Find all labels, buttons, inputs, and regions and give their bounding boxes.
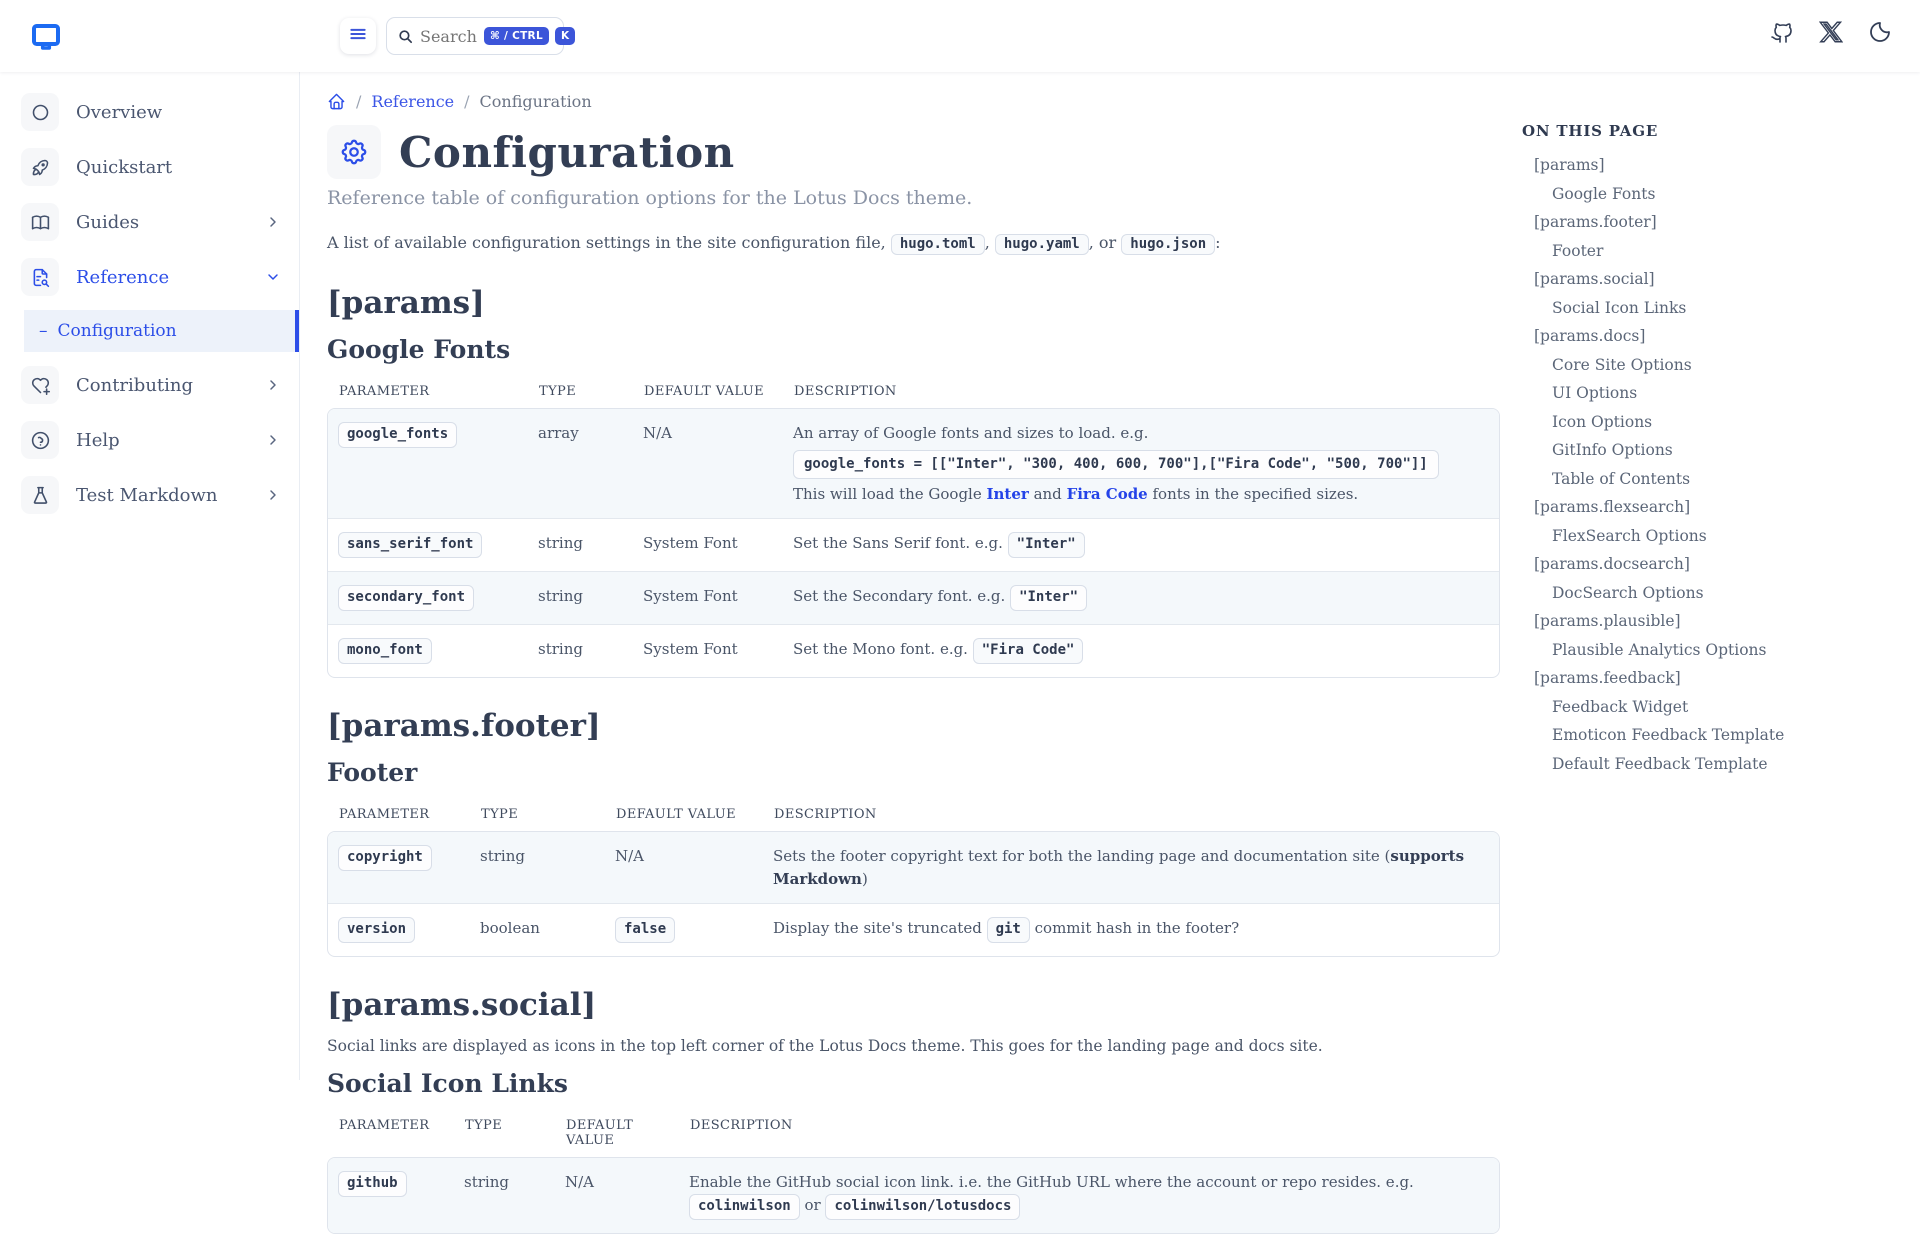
sidebar-toggle-button[interactable]	[340, 18, 376, 54]
text-segment: )	[861, 869, 868, 888]
toc-item-paramsfeedback[interactable]: [params.feedback]	[1534, 669, 1681, 687]
section-params-social	[327, 987, 1500, 1234]
text-segment: System Font	[643, 640, 738, 658]
table-body	[327, 408, 1500, 678]
text-segment: This will load the Google	[793, 484, 987, 503]
table-row	[328, 519, 1499, 572]
sidebar-item-reference[interactable]	[21, 255, 287, 299]
sidebar-item-help[interactable]	[21, 418, 287, 462]
book-icon	[21, 203, 59, 241]
breadcrumb-separator: /	[356, 92, 362, 111]
inline-code: colinwilson/lotusdocs	[825, 1194, 1020, 1220]
parameter-chip: copyright	[338, 845, 432, 871]
breadcrumb-current: Configuration	[479, 92, 592, 111]
description-cell	[783, 409, 1499, 518]
chevron-right-icon	[265, 214, 281, 230]
description-cell	[679, 1158, 1499, 1233]
search-input[interactable]	[420, 27, 478, 46]
top-navbar	[0, 0, 1920, 72]
chevron-right-icon	[265, 377, 281, 393]
inline-code: "Inter"	[1008, 532, 1085, 558]
kbd-shortcut-combo: ⌘ / CTRL	[484, 27, 549, 45]
parameter-cell	[328, 409, 528, 518]
section-params	[327, 285, 1500, 678]
toc-item-paramsfooter[interactable]: [params.footer]	[1534, 213, 1657, 231]
default-value-cell	[633, 625, 783, 677]
sidebar-subitem-label: Configuration	[57, 321, 177, 341]
section-params-footer	[327, 708, 1500, 957]
type-cell: string	[480, 847, 525, 865]
table-column-header: DEFAULT VALUE	[616, 807, 736, 822]
toc-title: ON THIS PAGE	[1522, 122, 1659, 140]
sidebar-item-label: Quickstart	[76, 156, 173, 178]
table-row	[328, 904, 1499, 956]
sidebar-item-label: Test Markdown	[76, 484, 218, 506]
text-segment: fonts in the specified sizes.	[1147, 484, 1359, 503]
subitem-dash: –	[39, 321, 48, 341]
default-value-cell	[633, 572, 783, 624]
heart-plus-icon	[21, 366, 59, 404]
file-search-icon	[21, 258, 59, 296]
table-column-header: PARAMETER	[339, 384, 430, 399]
on-this-page-toc	[1522, 72, 1902, 785]
chevron-right-icon	[265, 432, 281, 448]
help-icon	[21, 421, 59, 459]
x-twitter-icon[interactable]	[1819, 20, 1843, 44]
github-icon[interactable]	[1770, 20, 1794, 44]
toc-item-emoticon-feedback-template[interactable]: Emoticon Feedback Template	[1552, 726, 1785, 744]
toc-item-paramsdocsearch[interactable]: [params.docsearch]	[1534, 555, 1690, 573]
text-segment: N/A	[643, 424, 673, 442]
table-body	[327, 1157, 1500, 1234]
text-segment: Set the Mono font. e.g.	[793, 640, 973, 658]
parameter-cell	[328, 904, 470, 956]
parameter-cell	[328, 572, 528, 624]
table-body	[327, 831, 1500, 957]
home-icon[interactable]	[327, 92, 346, 111]
bold-text: supports Markdown	[773, 847, 1465, 888]
parameter-cell	[328, 1158, 454, 1233]
text-segment: System Font	[643, 534, 738, 552]
default-value-cell	[555, 1158, 679, 1233]
sidebar-item-quickstart[interactable]	[21, 145, 287, 189]
toc-item-social-icon-links[interactable]: Social Icon Links	[1552, 298, 1687, 317]
table-row	[328, 1158, 1499, 1233]
section-heading-params-footer: [params.footer]	[327, 708, 601, 744]
sidebar-item-test-markdown[interactable]	[21, 473, 287, 517]
inline-link[interactable]: Inter	[986, 484, 1029, 503]
breadcrumb-link-reference[interactable]: Reference	[371, 92, 455, 111]
toc-item-table-of-contents[interactable]: Table of Contents	[1552, 469, 1691, 488]
type-cell: boolean	[480, 919, 540, 937]
subsection-heading-footer: Footer	[327, 758, 418, 787]
toc-item-paramssocial[interactable]: [params.social]	[1534, 270, 1655, 288]
table-column-header: DEFAULT VALUE	[644, 384, 764, 399]
parameter-chip: github	[338, 1171, 407, 1197]
default-value-cell	[633, 409, 783, 518]
text-segment: Display the site's truncated	[773, 919, 987, 937]
table-column-header: DESCRIPTION	[774, 807, 877, 822]
text-segment: Sets the footer copyright text for both the landing page and documentation site (	[773, 847, 1391, 865]
section-heading-params-social: [params.social]	[327, 987, 597, 1023]
text-segment: N/A	[565, 1173, 595, 1191]
toc-item-paramsflexsearch[interactable]: [params.flexsearch]	[1534, 498, 1691, 516]
toc-item-icon-options[interactable]: Icon Options	[1552, 412, 1653, 431]
parameter-chip: secondary_font	[338, 585, 474, 611]
toc-item-paramsdocs[interactable]: [params.docs]	[1534, 327, 1646, 345]
parameter-cell	[328, 519, 528, 571]
table-column-header: DESCRIPTION	[794, 384, 897, 399]
table-column-header: PARAMETER	[339, 1118, 430, 1133]
breadcrumb	[327, 92, 1500, 111]
section-heading-params: [params]	[327, 285, 485, 321]
parameter-chip: sans_serif_font	[338, 532, 482, 558]
text-segment: A list of available configuration settings in the site configuration file,	[327, 233, 891, 252]
type-cell: string	[538, 587, 583, 605]
hamburger-menu-icon	[348, 24, 368, 48]
table-row	[328, 572, 1499, 625]
sidebar-item-overview[interactable]	[21, 90, 287, 134]
search-icon	[397, 28, 414, 45]
chevron-right-icon	[265, 487, 281, 503]
toc-item-core-site-options[interactable]: Core Site Options	[1552, 355, 1692, 374]
table-column-header: DEFAULT VALUE	[566, 1118, 634, 1148]
footer-table	[327, 799, 1500, 957]
dark-mode-moon-icon[interactable]	[1868, 20, 1892, 44]
type-cell: string	[464, 1173, 509, 1191]
table-row	[328, 832, 1499, 904]
description-cell	[783, 572, 1499, 624]
text-segment: Enable the GitHub social icon link. i.e. the GitHub URL where the account or repo resides. e.g.	[689, 1173, 1414, 1191]
parameter-cell	[328, 625, 528, 677]
inline-code-block: google_fonts = [["Inter", "300, 400, 600, 700"],["Fira Code", "500, 700"]]	[793, 450, 1439, 479]
page-title: Configuration	[399, 127, 735, 177]
sidebar-item-guides[interactable]	[21, 200, 287, 244]
social-section-description: Social links are displayed as icons in the top left corner of the Lotus Docs theme. This goes for the landing page and docs site.	[327, 1037, 1323, 1055]
toc-item-flexsearch-options[interactable]: FlexSearch Options	[1552, 526, 1707, 545]
inline-code: "Fira Code"	[973, 638, 1084, 664]
sidebar-item-label: Reference	[76, 266, 170, 288]
toc-item-google-fonts[interactable]: Google Fonts	[1552, 184, 1656, 203]
default-value-cell	[605, 832, 763, 903]
table-row	[328, 625, 1499, 677]
gear-icon	[327, 125, 381, 179]
intro-paragraph	[327, 233, 1500, 255]
description-cell	[783, 519, 1499, 571]
subsection-heading-google-fonts: Google Fonts	[327, 335, 511, 364]
table-column-header: TYPE	[481, 807, 519, 822]
kbd-shortcut-k: K	[555, 27, 575, 45]
text-segment: , or	[1088, 233, 1122, 252]
text-segment: N/A	[615, 847, 645, 865]
parameter-chip: version	[338, 917, 415, 943]
type-cell: string	[538, 534, 583, 552]
default-value-cell	[605, 904, 763, 956]
text-segment: System Font	[643, 587, 738, 605]
table-column-header: PARAMETER	[339, 807, 430, 822]
inline-code: "Inter"	[1010, 585, 1087, 611]
toc-item-gitinfo-options[interactable]: GitInfo Options	[1552, 441, 1673, 459]
text-segment: Set the Sans Serif font. e.g.	[793, 534, 1008, 552]
text-segment: or	[799, 1195, 826, 1214]
social-table	[327, 1110, 1500, 1234]
page-lead: Reference table of configuration options for the Lotus Docs theme.	[327, 187, 973, 209]
table-column-header: DESCRIPTION	[690, 1118, 793, 1133]
type-cell: array	[538, 424, 579, 442]
inline-code: git	[987, 917, 1030, 943]
table-column-header: TYPE	[465, 1118, 503, 1133]
chevron-down-icon	[265, 269, 281, 285]
inline-code: hugo.json	[1121, 234, 1215, 255]
google-fonts-table	[327, 376, 1500, 678]
parameter-chip: mono_font	[338, 638, 432, 664]
toc-item-docsearch-options[interactable]: DocSearch Options	[1552, 583, 1704, 602]
description-cell	[763, 832, 1499, 903]
toc-item-default-feedback-template[interactable]: Default Feedback Template	[1552, 754, 1768, 773]
table-column-header: TYPE	[539, 384, 577, 399]
toc-item-feedback-widget[interactable]: Feedback Widget	[1552, 697, 1689, 716]
inline-link[interactable]: Fira Code	[1066, 484, 1148, 503]
sidebar-item-label: Help	[76, 429, 120, 451]
inline-code: hugo.yaml	[995, 234, 1089, 255]
description-cell	[763, 904, 1499, 956]
sidebar-item-label: Guides	[76, 211, 140, 233]
text-segment: Set the Secondary font. e.g.	[793, 587, 1011, 605]
toc-item-ui-options[interactable]: UI Options	[1552, 384, 1638, 402]
sidebar-item-contributing[interactable]	[21, 363, 287, 407]
toc-item-paramsplausible[interactable]: [params.plausible]	[1534, 612, 1681, 630]
text-segment: commit hash in the footer?	[1029, 919, 1240, 937]
text-segment: An array of Google fonts and sizes to load. e.g.	[793, 424, 1149, 442]
breadcrumb-separator: /	[464, 92, 470, 111]
sidebar-item-label: Overview	[76, 101, 163, 123]
sidebar-item-label: Contributing	[76, 374, 194, 396]
rocket-icon	[21, 148, 59, 186]
parameter-chip: google_fonts	[338, 422, 457, 448]
inline-code: hugo.toml	[891, 234, 985, 255]
toc-item-params[interactable]: [params]	[1534, 156, 1605, 174]
inline-code: false	[615, 917, 675, 943]
table-row	[328, 409, 1499, 519]
site-logo-book-icon[interactable]	[30, 20, 62, 52]
type-cell: string	[538, 640, 583, 658]
sidebar-nav	[0, 72, 300, 1080]
circle-icon	[21, 93, 59, 131]
main-content	[300, 72, 1500, 1234]
text-segment: ,	[984, 233, 995, 252]
description-cell	[783, 625, 1499, 677]
subsection-heading-social-icon-links: Social Icon Links	[327, 1069, 568, 1098]
toc-item-plausible-analytics-options[interactable]: Plausible Analytics Options	[1552, 640, 1767, 659]
default-value-cell	[633, 519, 783, 571]
sidebar-subitem-configuration[interactable]	[24, 310, 299, 352]
flask-icon	[21, 476, 59, 514]
inline-code: colinwilson	[689, 1194, 800, 1220]
parameter-cell	[328, 832, 470, 903]
toc-item-footer[interactable]: Footer	[1552, 241, 1604, 260]
search-box[interactable]	[386, 17, 570, 55]
text-segment: and	[1028, 484, 1067, 503]
text-segment: :	[1215, 233, 1221, 252]
